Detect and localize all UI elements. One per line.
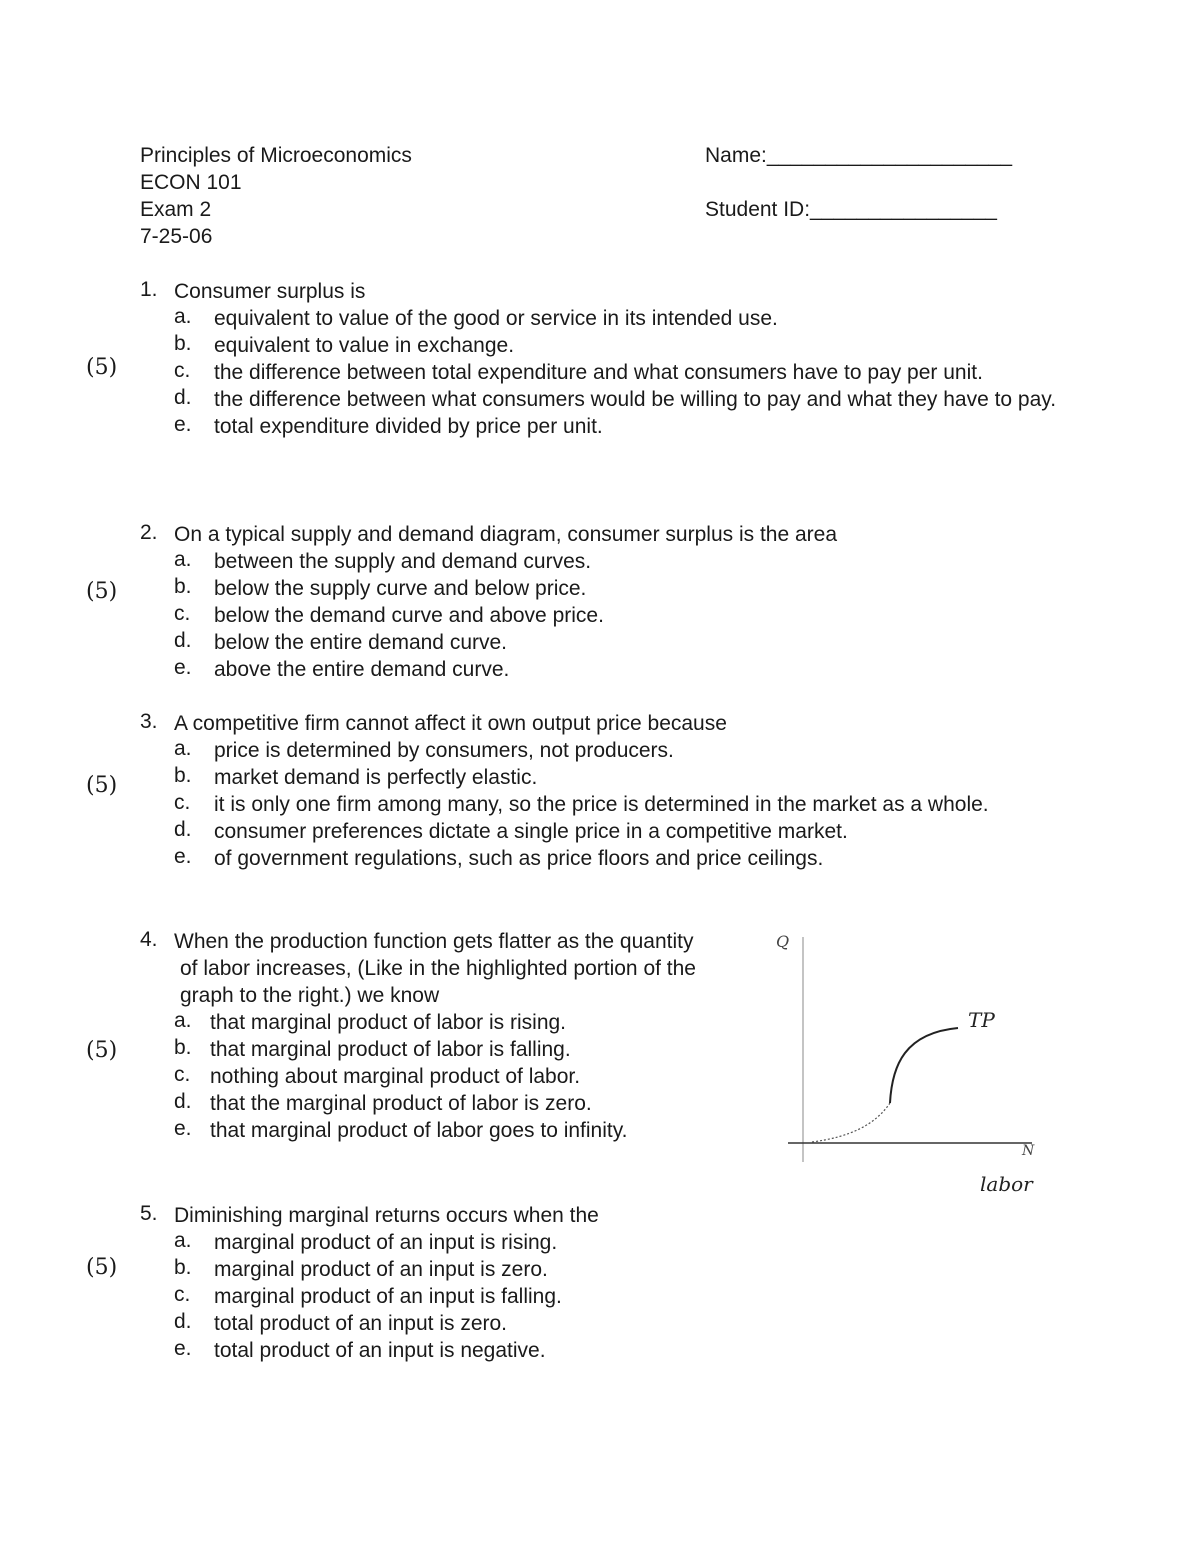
option-text: that marginal product of labor is rising. (210, 1011, 567, 1034)
option-b[interactable] (140, 1256, 1060, 1283)
option-text: the difference between what consumers would be willing to pay and what they have to pay. (214, 388, 1057, 411)
option-letter: c. (174, 1283, 191, 1306)
option-c[interactable] (140, 359, 1058, 386)
question-number: 4. (140, 928, 158, 951)
option-letter: b. (174, 332, 192, 355)
option-text: the difference between total expenditure and what consumers have to pay per unit. (214, 361, 983, 384)
option-text: consumer preferences dictate a single price in a competitive market. (214, 820, 848, 843)
option-text: total expenditure divided by price per unit. (214, 415, 603, 438)
option-c[interactable] (140, 1063, 770, 1090)
points-q5: (5) (86, 1255, 118, 1280)
option-c[interactable] (140, 1283, 1060, 1310)
option-e[interactable] (140, 413, 1058, 440)
course-code: ECON 101 (140, 171, 242, 194)
option-d[interactable] (140, 1090, 770, 1117)
option-letter: d. (174, 386, 192, 409)
option-e[interactable] (140, 656, 1060, 683)
question-1 (140, 278, 1058, 440)
production-function-graph (770, 925, 1070, 1210)
option-text: market demand is perfectly elastic. (214, 766, 538, 789)
option-letter: b. (174, 575, 192, 598)
option-b[interactable] (140, 575, 1060, 602)
option-e[interactable] (140, 845, 1056, 872)
option-text: it is only one firm among many, so the price is determined in the market as a whole. (214, 793, 989, 816)
option-letter: c. (174, 1063, 191, 1086)
option-letter: a. (174, 548, 192, 571)
option-d[interactable] (140, 629, 1060, 656)
option-text: between the supply and demand curves. (214, 550, 592, 573)
question-number: 1. (140, 278, 158, 301)
course-title: Principles of Microeconomics (140, 144, 412, 167)
question-stem: On a typical supply and demand diagram, consumer surplus is the area (174, 523, 838, 546)
question-stem-continued: of labor increases, (Like in the highlighted portion of the (180, 957, 696, 980)
tp-curve-dotted-segment (812, 1103, 890, 1142)
question-number: 2. (140, 521, 158, 544)
option-letter: e. (174, 845, 192, 868)
option-a[interactable] (140, 305, 1058, 332)
option-a[interactable] (140, 737, 1056, 764)
option-letter: c. (174, 791, 191, 814)
question-stem-continued: graph to the right.) we know (180, 984, 440, 1007)
option-letter: a. (174, 1229, 192, 1252)
option-text: that marginal product of labor is falling. (210, 1038, 571, 1061)
option-a[interactable] (140, 1009, 770, 1036)
exam-number: Exam 2 (140, 198, 212, 221)
name-field[interactable]: Name:_____________________ (705, 144, 1013, 167)
x-axis-label: N (1022, 1143, 1035, 1159)
option-b[interactable] (140, 1036, 770, 1063)
option-letter: d. (174, 1090, 192, 1113)
tp-curve-highlighted-segment (890, 1028, 958, 1103)
option-b[interactable] (140, 332, 1058, 359)
question-2 (140, 521, 1060, 683)
option-text: marginal product of an input is falling. (214, 1285, 562, 1308)
option-letter: e. (174, 1117, 192, 1140)
option-text: equivalent to value of the good or service in its intended use. (214, 307, 778, 330)
option-letter: b. (174, 1256, 192, 1279)
option-a[interactable] (140, 548, 1060, 575)
option-letter: a. (174, 305, 192, 328)
option-d[interactable] (140, 818, 1056, 845)
points-q4: (5) (86, 1038, 118, 1063)
option-text: below the entire demand curve. (214, 631, 508, 654)
option-c[interactable] (140, 791, 1056, 818)
question-5 (140, 1202, 1060, 1364)
option-a[interactable] (140, 1229, 1060, 1256)
question-stem: Consumer surplus is (174, 280, 366, 303)
option-e[interactable] (140, 1337, 1060, 1364)
option-text: of government regulations, such as price floors and price ceilings. (214, 847, 824, 870)
option-letter: d. (174, 629, 192, 652)
option-letter: e. (174, 1337, 192, 1360)
option-letter: e. (174, 413, 192, 436)
option-text: that marginal product of labor goes to infinity. (210, 1119, 628, 1142)
question-stem: A competitive firm cannot affect it own output price because (174, 712, 727, 735)
option-letter: b. (174, 1036, 192, 1059)
option-letter: c. (174, 602, 191, 625)
option-text: below the supply curve and below price. (214, 577, 587, 600)
question-stem: Diminishing marginal returns occurs when the (174, 1204, 599, 1227)
question-number: 5. (140, 1202, 158, 1225)
option-b[interactable] (140, 764, 1056, 791)
option-text: below the demand curve and above price. (214, 604, 604, 627)
option-text: nothing about marginal product of labor. (210, 1065, 581, 1088)
question-3 (140, 710, 1056, 872)
question-stem: When the production function gets flatter as the quantity (174, 930, 694, 953)
question-4 (140, 928, 770, 1144)
option-d[interactable] (140, 1310, 1060, 1337)
option-text: above the entire demand curve. (214, 658, 510, 681)
option-text: total product of an input is negative. (214, 1339, 546, 1362)
option-text: marginal product of an input is zero. (214, 1258, 548, 1281)
option-letter: d. (174, 1310, 192, 1333)
y-axis-label: Q (776, 932, 790, 951)
x-axis-caption: labor (980, 1172, 1033, 1196)
option-text: price is determined by consumers, not producers. (214, 739, 674, 762)
points-q3: (5) (86, 773, 118, 798)
option-e[interactable] (140, 1117, 770, 1144)
option-letter: d. (174, 818, 192, 841)
option-letter: b. (174, 764, 192, 787)
option-letter: a. (174, 737, 192, 760)
option-c[interactable] (140, 602, 1060, 629)
option-letter: e. (174, 656, 192, 679)
option-text: total product of an input is zero. (214, 1312, 508, 1335)
option-letter: a. (174, 1009, 192, 1032)
points-q2: (5) (86, 579, 118, 604)
option-text: equivalent to value in exchange. (214, 334, 515, 357)
option-letter: c. (174, 359, 191, 382)
tp-curve-label: TP (968, 1008, 995, 1032)
option-text: marginal product of an input is rising. (214, 1231, 558, 1254)
option-d[interactable] (140, 386, 1058, 413)
question-number: 3. (140, 710, 158, 733)
points-q1: (5) (86, 355, 118, 380)
option-text: that the marginal product of labor is zero. (210, 1092, 592, 1115)
student-id-field[interactable]: Student ID:________________ (705, 198, 997, 221)
exam-date: 7-25-06 (140, 225, 213, 248)
